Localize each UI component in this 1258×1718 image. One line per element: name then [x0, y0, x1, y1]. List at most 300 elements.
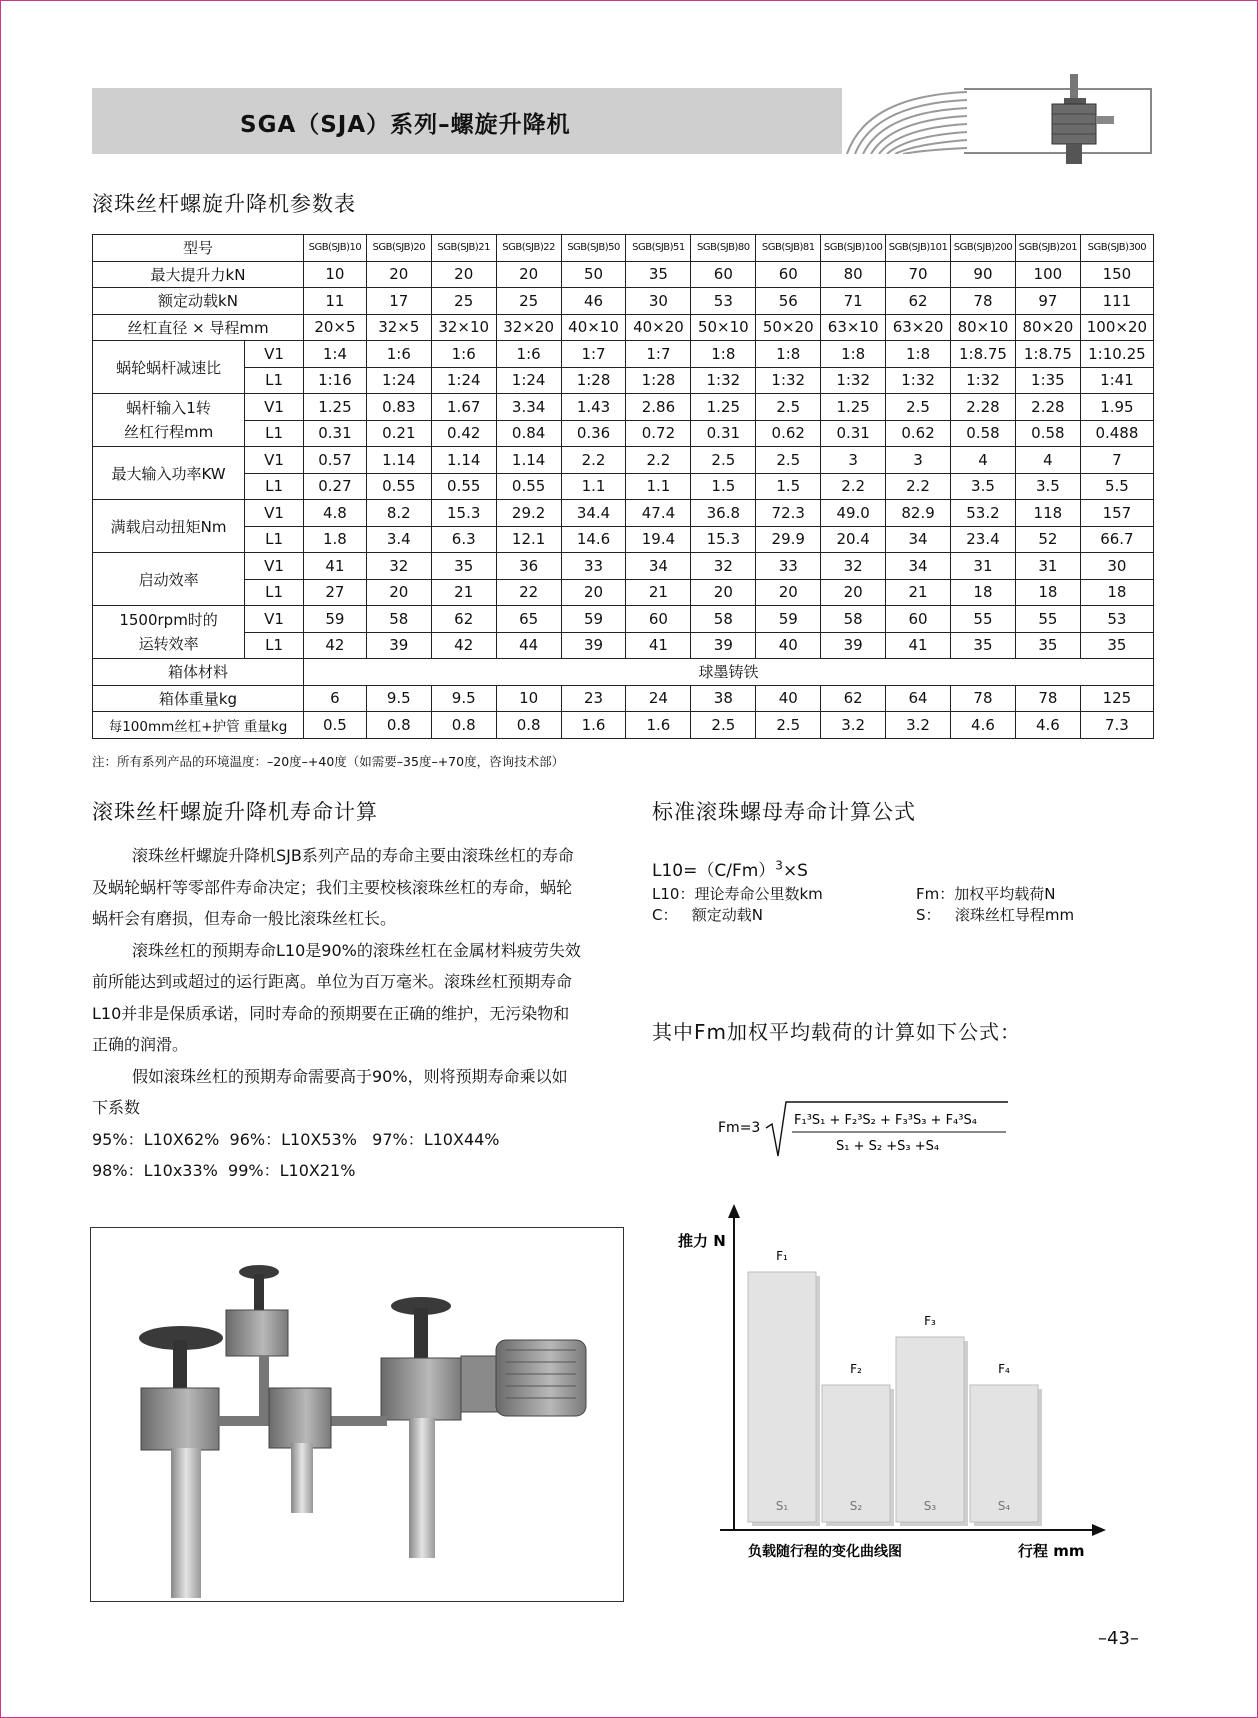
value-cell: 1.25	[691, 394, 756, 421]
life-paragraph-3: 假如滚珠丝杠的预期寿命需要高于90%，则将预期寿命乘以如下系数	[92, 1066, 568, 1117]
value-cell: 2.86	[626, 394, 691, 421]
value-cell: 41	[886, 632, 951, 659]
value-cell: 60	[756, 261, 821, 288]
value-cell: 1:28	[626, 367, 691, 394]
value-cell: 1:24	[366, 367, 431, 394]
fm-formula-lhs: Fm=3	[718, 1120, 761, 1136]
bar-force-label: F₃	[924, 1314, 936, 1328]
section-title-life: 滚珠丝杆螺旋升降机寿命计算	[92, 800, 378, 824]
sub-label-l1: L1	[245, 473, 304, 500]
bar-force-label: F₄	[998, 1362, 1010, 1376]
value-cell: 36	[496, 553, 561, 580]
model-cell: SGB(SJB)51	[626, 235, 691, 262]
value-cell: 0.21	[366, 420, 431, 447]
value-cell: 6	[303, 685, 366, 712]
value-cell: 80×20	[1015, 314, 1080, 341]
value-cell: 2.5	[886, 394, 951, 421]
value-cell: 1:32	[691, 367, 756, 394]
value-cell: 0.8	[496, 712, 561, 739]
value-cell: 80	[821, 261, 886, 288]
value-cell: 20.4	[821, 526, 886, 553]
value-cell: 80×10	[951, 314, 1016, 341]
value-cell: 1.43	[561, 394, 626, 421]
value-cell: 50×20	[756, 314, 821, 341]
value-cell: 44	[496, 632, 561, 659]
value-cell: 3	[886, 447, 951, 474]
value-cell: 2.5	[756, 447, 821, 474]
value-cell: 100×20	[1080, 314, 1153, 341]
value-cell: 4	[1015, 447, 1080, 474]
value-cell: 53.2	[951, 500, 1016, 527]
value-cell: 52	[1015, 526, 1080, 553]
value-cell: 1:24	[431, 367, 496, 394]
value-cell: 50×10	[691, 314, 756, 341]
load-travel-chart	[670, 1200, 1110, 1570]
value-cell: 40	[756, 685, 821, 712]
table-row	[93, 712, 1154, 739]
row-label: 启动效率	[93, 553, 245, 606]
value-cell: 0.62	[886, 420, 951, 447]
value-cell: 3.2	[821, 712, 886, 739]
y-axis-arrow-icon	[728, 1204, 740, 1218]
value-cell: 41	[303, 553, 366, 580]
value-cell: 56	[756, 288, 821, 315]
value-cell: 17	[366, 288, 431, 315]
value-cell: 4.6	[951, 712, 1016, 739]
value-cell: 58	[691, 606, 756, 633]
table-row	[93, 553, 1154, 580]
value-cell: 59	[756, 606, 821, 633]
value-cell: 40×20	[626, 314, 691, 341]
value-cell: 31	[951, 553, 1016, 580]
row-label-line: 蜗杆输入1转	[126, 399, 211, 417]
sub-label-v1: V1	[245, 447, 304, 474]
value-cell: 1.25	[821, 394, 886, 421]
value-cell: 35	[1080, 632, 1153, 659]
value-cell: 42	[303, 632, 366, 659]
value-cell: 22	[496, 579, 561, 606]
bar-force-label: F₁	[776, 1249, 788, 1263]
fm-formula	[716, 1094, 1016, 1164]
value-cell: 40	[756, 632, 821, 659]
value-cell: 2.28	[951, 394, 1016, 421]
value-cell: 1.14	[366, 447, 431, 474]
value-cell: 1:28	[561, 367, 626, 394]
value-cell: 55	[951, 606, 1016, 633]
value-cell: 1:8	[756, 341, 821, 368]
value-cell: 0.8	[366, 712, 431, 739]
value-cell: 78	[1015, 685, 1080, 712]
value-cell: 34	[886, 553, 951, 580]
value-cell: 49.0	[821, 500, 886, 527]
model-cell: SGB(SJB)22	[496, 235, 561, 262]
life-factor-line-1: 95%：L10X62% 96%：L10X53% 97%：L10X44%	[92, 1129, 500, 1149]
sub-label-v1: V1	[245, 606, 304, 633]
value-cell: 42	[431, 632, 496, 659]
table-row	[93, 500, 1154, 527]
value-cell: 20	[561, 579, 626, 606]
value-cell: 78	[951, 288, 1016, 315]
value-cell: 1:32	[756, 367, 821, 394]
chart-caption: 负载随行程的变化曲线图	[748, 1544, 902, 1560]
bar-category-label: S₁	[775, 1499, 789, 1513]
sub-label-v1: V1	[245, 341, 304, 368]
value-cell: 39	[821, 632, 886, 659]
value-cell: 0.57	[303, 447, 366, 474]
row-label	[93, 606, 245, 659]
value-cell: 1.5	[691, 473, 756, 500]
value-cell: 60	[886, 606, 951, 633]
value-cell: 58	[821, 606, 886, 633]
value-cell: 2.2	[561, 447, 626, 474]
table-row	[93, 526, 1154, 553]
value-cell: 32	[691, 553, 756, 580]
value-cell: 1.5	[756, 473, 821, 500]
value-cell: 20	[756, 579, 821, 606]
value-cell: 9.5	[431, 685, 496, 712]
value-cell: 4.6	[1015, 712, 1080, 739]
value-cell: 1.95	[1080, 394, 1153, 421]
value-cell: 46	[561, 288, 626, 315]
section-title-params: 滚珠丝杆螺旋升降机参数表	[92, 192, 356, 216]
value-cell: 1.6	[626, 712, 691, 739]
value-cell: 1:6	[366, 341, 431, 368]
model-cell: SGB(SJB)20	[366, 235, 431, 262]
value-cell: 1:16	[303, 367, 366, 394]
table-row	[93, 288, 1154, 315]
value-cell: 0.55	[366, 473, 431, 500]
value-cell: 78	[951, 685, 1016, 712]
table-row	[93, 473, 1154, 500]
value-cell: 55	[1015, 606, 1080, 633]
value-cell: 21	[626, 579, 691, 606]
value-cell: 0.58	[1015, 420, 1080, 447]
value-cell: 30	[1080, 553, 1153, 580]
value-cell: 53	[691, 288, 756, 315]
table-row	[93, 314, 1154, 341]
value-cell: 66.7	[1080, 526, 1153, 553]
value-cell: 32×10	[431, 314, 496, 341]
value-cell: 25	[496, 288, 561, 315]
value-cell: 1:4	[303, 341, 366, 368]
x-axis-arrow-icon	[1092, 1524, 1106, 1536]
value-cell: 0.55	[496, 473, 561, 500]
value-cell: 2.28	[1015, 394, 1080, 421]
screw-jack-system-illustration	[91, 1228, 623, 1601]
value-cell: 8.2	[366, 500, 431, 527]
table-row	[93, 685, 1154, 712]
sub-label-l1: L1	[245, 420, 304, 447]
spec-table	[92, 234, 1154, 739]
value-cell: 21	[431, 579, 496, 606]
value-cell: 14.6	[561, 526, 626, 553]
value-cell: 34	[626, 553, 691, 580]
value-cell: 2.5	[691, 712, 756, 739]
value-cell: 4	[951, 447, 1016, 474]
value-cell: 1:32	[951, 367, 1016, 394]
value-cell: 1.67	[431, 394, 496, 421]
value-cell: 1:41	[1080, 367, 1153, 394]
value-cell: 1:8.75	[951, 341, 1016, 368]
header-banner	[92, 88, 1154, 154]
value-cell: 60	[691, 261, 756, 288]
material-value: 球墨铸铁	[303, 659, 1153, 686]
life-paragraph-2: 滚珠丝杠的预期寿命L10是90%的滚珠丝杠在金属材料疲劳失效前所能达到或超过的运行距离。单位为百万毫米。滚珠丝杠预期寿命L10并非是保质承诺，同时寿命的预期要在正确的维护，无污染物和正确的润滑。	[92, 940, 581, 1054]
model-cell: SGB(SJB)50	[561, 235, 626, 262]
bar-force-label: F₂	[850, 1362, 862, 1376]
value-cell: 118	[1015, 500, 1080, 527]
life-text	[92, 840, 582, 1187]
value-cell: 35	[951, 632, 1016, 659]
value-cell: 19.4	[626, 526, 691, 553]
sub-label-l1: L1	[245, 526, 304, 553]
life-factor-line-2: 98%：L10x33% 99%：L10X21%	[92, 1161, 356, 1180]
row-label-line: 丝杠行程mm	[123, 423, 214, 441]
value-cell: 31	[1015, 553, 1080, 580]
table-row	[93, 659, 1154, 686]
value-cell: 7.3	[1080, 712, 1153, 739]
value-cell: 1.14	[431, 447, 496, 474]
value-cell: 0.62	[756, 420, 821, 447]
value-cell: 53	[1080, 606, 1153, 633]
value-cell: 1.1	[626, 473, 691, 500]
value-cell: 27	[303, 579, 366, 606]
value-cell: 0.36	[561, 420, 626, 447]
value-cell: 1:7	[626, 341, 691, 368]
value-cell: 39	[691, 632, 756, 659]
value-cell: 70	[886, 261, 951, 288]
value-cell: 39	[366, 632, 431, 659]
value-cell: 15.3	[691, 526, 756, 553]
value-cell: 20	[366, 579, 431, 606]
row-label: 额定动载kN	[93, 288, 304, 315]
life-formula-part-a: L10=（C/Fm）	[652, 861, 776, 881]
value-cell: 1:8	[691, 341, 756, 368]
value-cell: 2.2	[626, 447, 691, 474]
value-cell: 4.8	[303, 500, 366, 527]
value-cell: 62	[821, 685, 886, 712]
bar-category-label: S₂	[849, 1499, 863, 1513]
value-cell: 18	[1080, 579, 1153, 606]
value-cell: 0.31	[691, 420, 756, 447]
value-cell: 20	[821, 579, 886, 606]
value-cell: 0.83	[366, 394, 431, 421]
value-cell: 2.5	[691, 447, 756, 474]
sub-label-l1: L1	[245, 632, 304, 659]
model-cell: SGB(SJB)21	[431, 235, 496, 262]
table-row	[93, 394, 1154, 421]
value-cell: 29.2	[496, 500, 561, 527]
value-cell: 1:6	[496, 341, 561, 368]
table-row	[93, 447, 1154, 474]
value-cell: 0.58	[951, 420, 1016, 447]
value-cell: 33	[561, 553, 626, 580]
value-cell: 2.5	[756, 394, 821, 421]
sub-label-v1: V1	[245, 553, 304, 580]
value-cell: 20	[496, 261, 561, 288]
row-label: 最大输入功率KW	[93, 447, 245, 500]
value-cell: 21	[886, 579, 951, 606]
row-label: 每100mm丝杠+护管 重量kg	[93, 712, 304, 739]
life-formula	[652, 856, 808, 881]
value-cell: 3.5	[1015, 473, 1080, 500]
row-label: 箱体重量kg	[93, 685, 304, 712]
value-cell: 18	[951, 579, 1016, 606]
value-cell: 1.25	[303, 394, 366, 421]
value-cell: 0.42	[431, 420, 496, 447]
value-cell: 5.5	[1080, 473, 1153, 500]
value-cell: 60	[626, 606, 691, 633]
value-cell: 32×20	[496, 314, 561, 341]
value-cell: 10	[303, 261, 366, 288]
value-cell: 72.3	[756, 500, 821, 527]
value-cell: 2.5	[756, 712, 821, 739]
value-cell: 0.31	[303, 420, 366, 447]
value-cell: 58	[366, 606, 431, 633]
value-cell: 1:7	[561, 341, 626, 368]
value-cell: 29.9	[756, 526, 821, 553]
model-cell: SGB(SJB)80	[691, 235, 756, 262]
page-number: –43–	[1098, 1628, 1139, 1649]
value-cell: 111	[1080, 288, 1153, 315]
value-cell: 1:24	[496, 367, 561, 394]
sub-label-l1: L1	[245, 579, 304, 606]
value-cell: 1:32	[886, 367, 951, 394]
value-cell: 1:10.25	[1080, 341, 1153, 368]
value-cell: 0.84	[496, 420, 561, 447]
value-cell: 0.55	[431, 473, 496, 500]
spec-table-body	[93, 235, 1154, 739]
value-cell: 82.9	[886, 500, 951, 527]
value-cell: 25	[431, 288, 496, 315]
value-cell: 1:8	[821, 341, 886, 368]
value-cell: 1.14	[496, 447, 561, 474]
bar-category-label: S₃	[923, 1499, 937, 1513]
value-cell: 2.2	[821, 473, 886, 500]
fm-formula-denominator: S₁ + S₂ +S₃ +S₄	[836, 1139, 940, 1154]
value-cell: 0.5	[303, 712, 366, 739]
value-cell: 63×10	[821, 314, 886, 341]
table-row	[93, 420, 1154, 447]
value-cell: 0.31	[821, 420, 886, 447]
model-cell: SGB(SJB)81	[756, 235, 821, 262]
value-cell: 1.6	[561, 712, 626, 739]
value-cell: 2.2	[886, 473, 951, 500]
value-cell: 35	[1015, 632, 1080, 659]
value-cell: 47.4	[626, 500, 691, 527]
value-cell: 32	[821, 553, 886, 580]
temperature-note: 注：所有系列产品的环境温度：–20度–+40度（如需要–35度–+70度，咨询技术部）	[92, 754, 565, 769]
value-cell: 1:32	[821, 367, 886, 394]
chart-marks	[748, 1249, 1042, 1526]
value-cell: 34	[886, 526, 951, 553]
model-cell: SGB(SJB)200	[951, 235, 1016, 262]
row-label: 最大提升力kN	[93, 261, 304, 288]
value-cell: 59	[303, 606, 366, 633]
value-cell: 90	[951, 261, 1016, 288]
value-cell: 0.488	[1080, 420, 1153, 447]
value-cell: 3.5	[951, 473, 1016, 500]
table-row	[93, 261, 1154, 288]
value-cell: 35	[431, 553, 496, 580]
life-formula-part-b: ×S	[782, 861, 808, 881]
section-title-formula: 标准滚珠螺母寿命计算公式	[652, 800, 916, 824]
value-cell: 33	[756, 553, 821, 580]
value-cell: 20	[691, 579, 756, 606]
bar-category-label: S₄	[997, 1499, 1011, 1513]
banner-stripes-graphic	[827, 88, 967, 154]
value-cell: 157	[1080, 500, 1153, 527]
value-cell: 0.27	[303, 473, 366, 500]
value-cell: 65	[496, 606, 561, 633]
row-label-line: 运转效率	[138, 635, 199, 653]
value-cell: 1.1	[561, 473, 626, 500]
value-cell: 12.1	[496, 526, 561, 553]
table-row	[93, 235, 1154, 262]
fm-formula-numerator: F₁³S₁ + F₂³S₂ + F₃³S₃ + F₄³S₄	[794, 1113, 977, 1128]
model-cell: SGB(SJB)201	[1015, 235, 1080, 262]
value-cell: 1:35	[1015, 367, 1080, 394]
value-cell: 32	[366, 553, 431, 580]
value-cell: 24	[626, 685, 691, 712]
value-cell: 63×20	[886, 314, 951, 341]
value-cell: 40×10	[561, 314, 626, 341]
value-cell: 23	[561, 685, 626, 712]
value-cell: 36.8	[691, 500, 756, 527]
model-cell: SGB(SJB)10	[303, 235, 366, 262]
table-row	[93, 341, 1154, 368]
value-cell: 9.5	[366, 685, 431, 712]
page-title: SGA（SJA）系列–螺旋升降机	[240, 112, 571, 138]
chart-xlabel: 行程 mm	[1018, 1542, 1085, 1560]
table-row	[93, 606, 1154, 633]
value-cell: 97	[1015, 288, 1080, 315]
value-cell: 41	[626, 632, 691, 659]
sub-label-l1: L1	[245, 367, 304, 394]
value-cell: 59	[561, 606, 626, 633]
value-cell: 35	[626, 261, 691, 288]
value-cell: 6.3	[431, 526, 496, 553]
product-photo	[90, 1227, 624, 1602]
value-cell: 50	[561, 261, 626, 288]
sub-label-v1: V1	[245, 394, 304, 421]
table-row	[93, 632, 1154, 659]
screw-jack-icon	[1044, 70, 1124, 170]
table-row	[93, 367, 1154, 394]
value-cell: 23.4	[951, 526, 1016, 553]
value-cell: 30	[626, 288, 691, 315]
value-cell: 3.2	[886, 712, 951, 739]
value-cell: 20	[431, 261, 496, 288]
value-cell: 3	[821, 447, 886, 474]
value-cell: 39	[561, 632, 626, 659]
bar-1	[748, 1272, 816, 1522]
value-cell: 38	[691, 685, 756, 712]
value-cell: 1:8.75	[1015, 341, 1080, 368]
model-cell: SGB(SJB)101	[886, 235, 951, 262]
value-cell: 20×5	[303, 314, 366, 341]
value-cell: 34.4	[561, 500, 626, 527]
sub-label-v1: V1	[245, 500, 304, 527]
l10-definition: L10：理论寿命公里数km	[652, 885, 823, 903]
value-cell: 0.8	[431, 712, 496, 739]
life-formula-exponent: 3	[775, 858, 783, 873]
value-cell: 20	[366, 261, 431, 288]
value-cell: 1:6	[431, 341, 496, 368]
row-label-line: 1500rpm时的	[119, 611, 218, 629]
value-cell: 150	[1080, 261, 1153, 288]
life-paragraph-1: 滚珠丝杆螺旋升降机SJB系列产品的寿命主要由滚珠丝杠的寿命及蜗轮蜗杆等零部件寿命决定；我们主要校核滚珠丝杠的寿命，蜗轮蜗杆会有磨损，但寿命一般比滚珠丝杠长。	[92, 846, 574, 928]
